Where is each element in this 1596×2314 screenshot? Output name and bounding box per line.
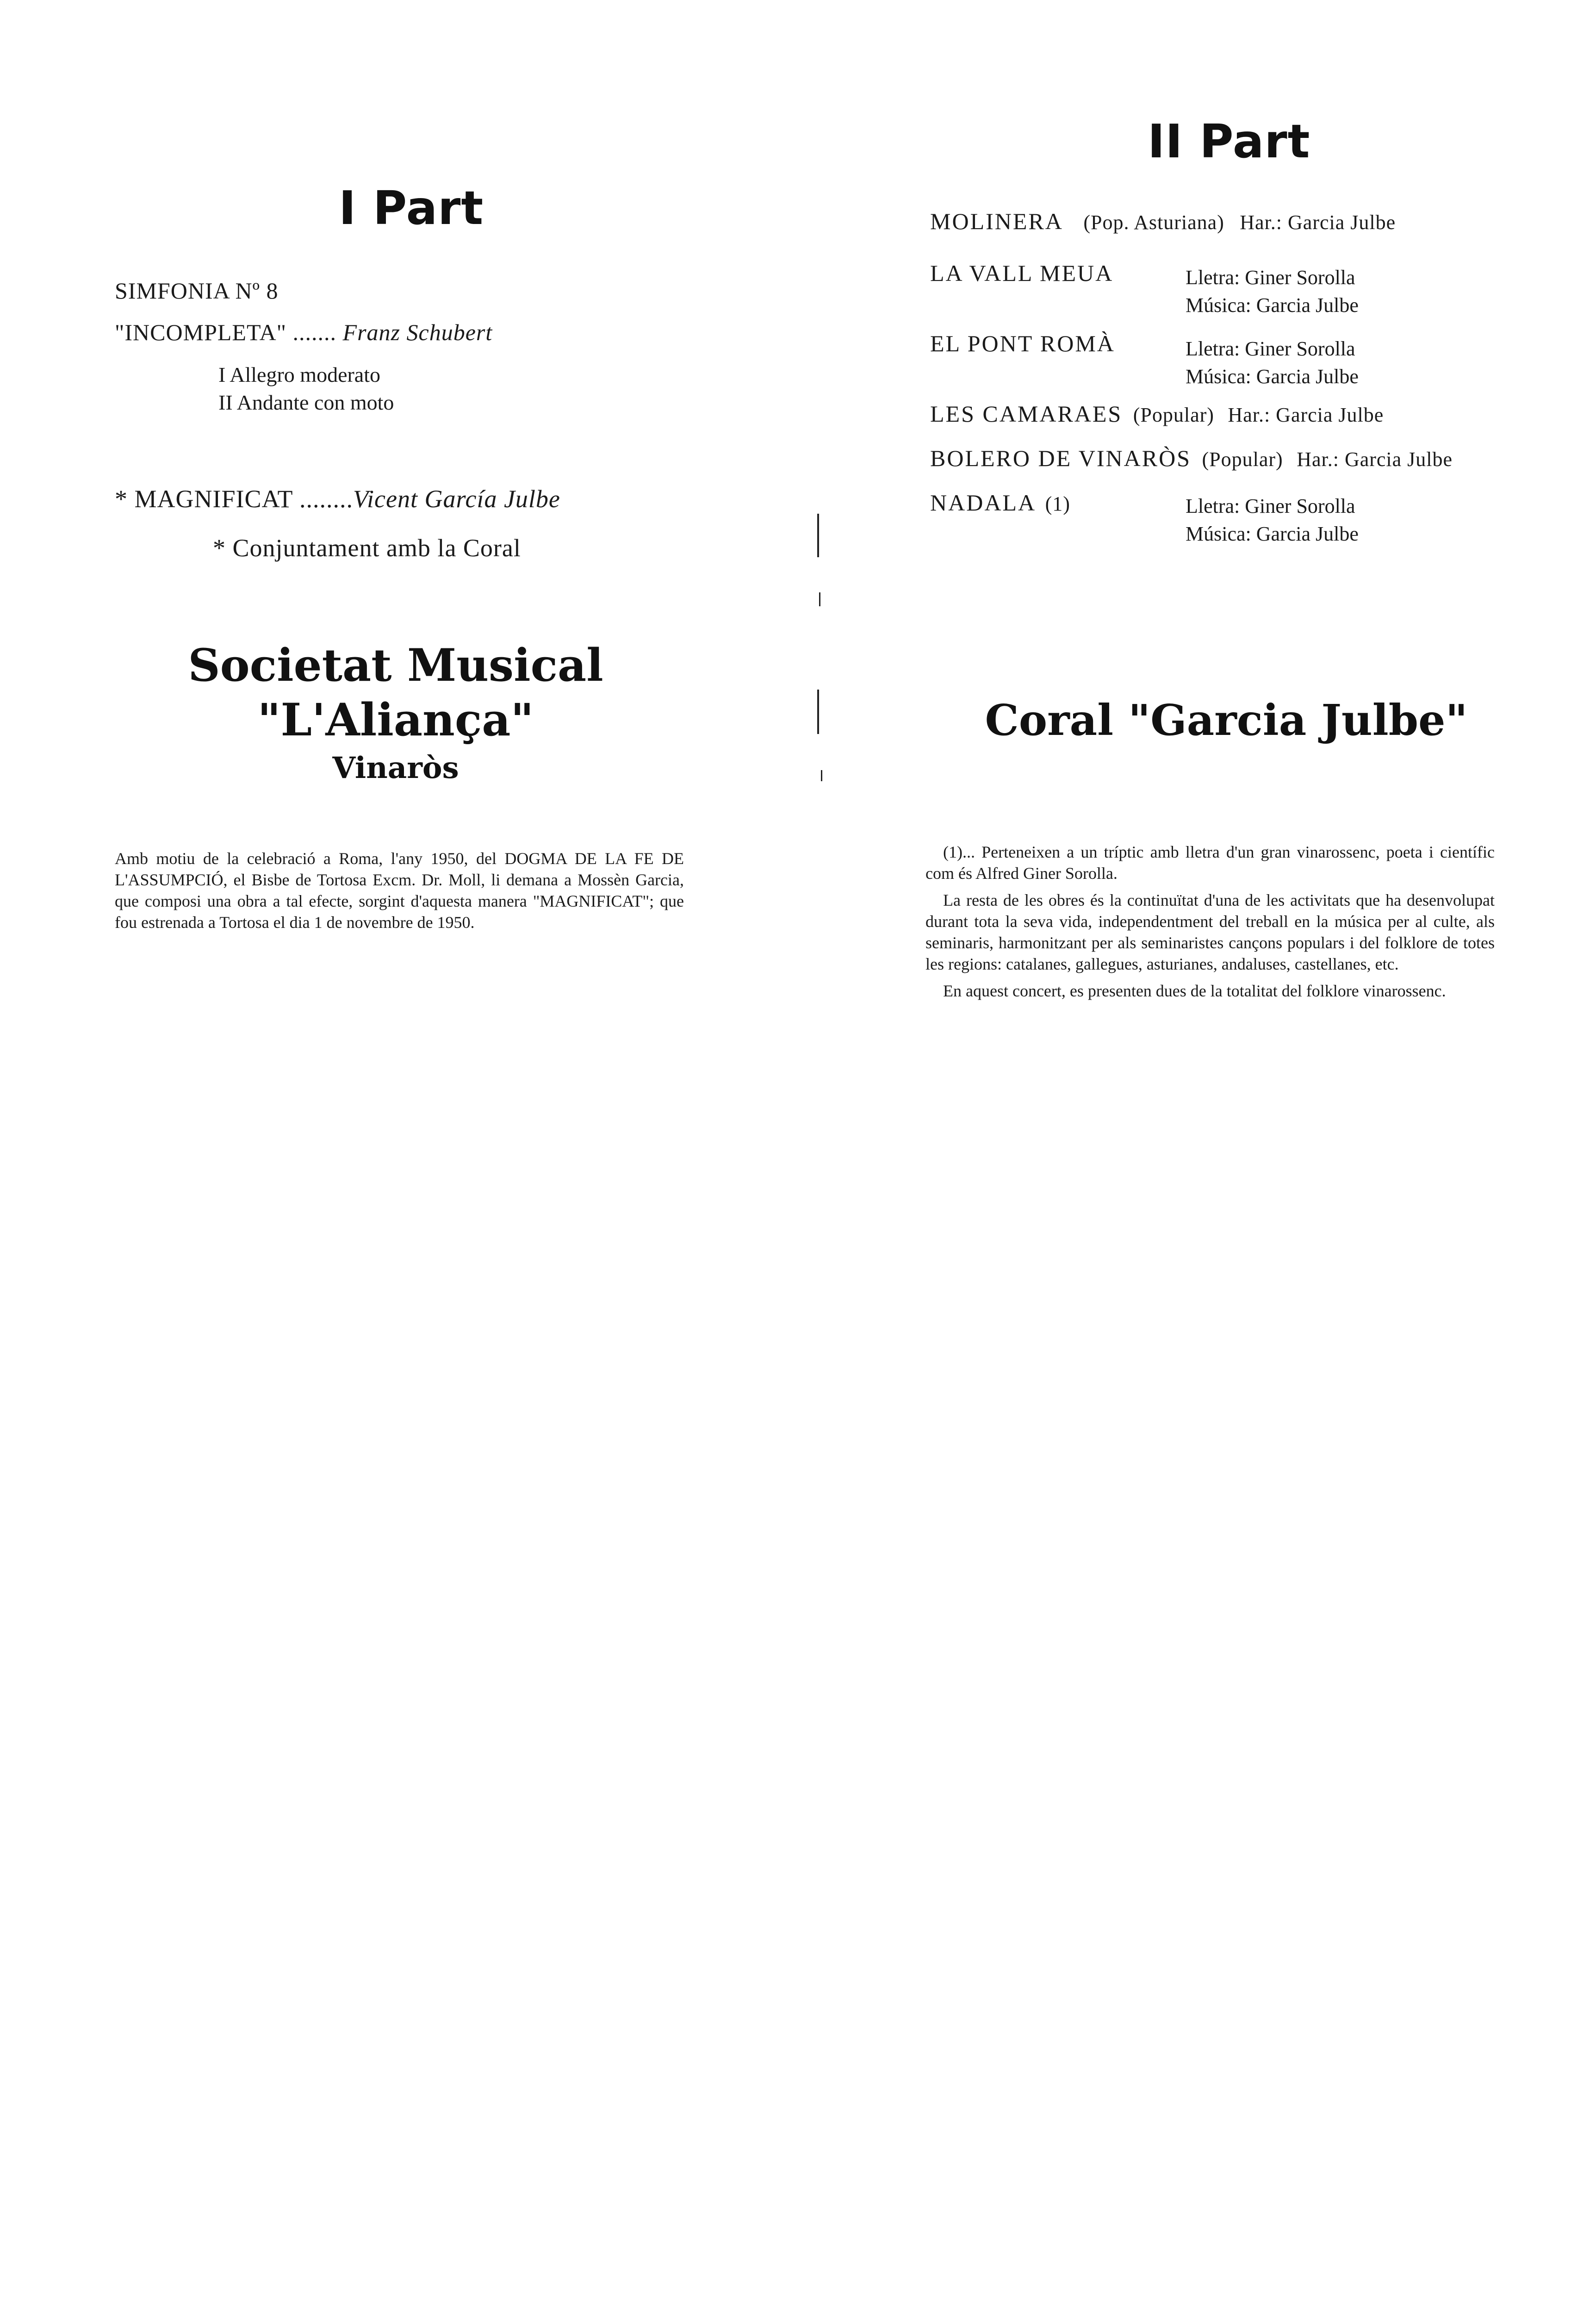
lyrics-credit: Lletra: Giner Sorolla bbox=[1186, 337, 1355, 360]
leader-dots: ........ bbox=[292, 485, 354, 513]
music-credit: Música: Garcia Julbe bbox=[1186, 523, 1359, 545]
symphony-title: "INCOMPLETA" bbox=[115, 319, 287, 345]
org-name-line2: "L'Aliança" bbox=[257, 694, 534, 746]
program-item-molinera bbox=[930, 207, 1396, 235]
item-title-pont: EL PONT ROMÀ bbox=[930, 330, 1115, 356]
lyrics-credit: Lletra: Giner Sorolla bbox=[1186, 495, 1355, 517]
item-title: LES CAMARAES bbox=[930, 401, 1123, 427]
item-title: MOLINERA bbox=[930, 208, 1063, 234]
footnote-paragraph: En aquest concert, es presenten dues de la totalitat del folklore vinarossenc. bbox=[943, 982, 1446, 1000]
gutter-mark bbox=[819, 592, 820, 606]
item-title-vall: LA VALL MEUA bbox=[930, 260, 1114, 286]
gutter-mark bbox=[817, 690, 819, 734]
left-footnote bbox=[115, 848, 684, 933]
program-item-bolero bbox=[930, 444, 1453, 472]
item-origin: (Popular) bbox=[1202, 448, 1283, 471]
item-credit: Har.: Garcia Julbe bbox=[1297, 448, 1453, 471]
org-city: Vinaròs bbox=[332, 751, 459, 785]
music-credit: Música: Garcia Julbe bbox=[1186, 294, 1359, 317]
item-origin: (Pop. Asturiana) bbox=[1083, 211, 1224, 234]
item-origin: (Popular) bbox=[1133, 404, 1214, 426]
item-credits-nadala bbox=[1186, 492, 1359, 548]
org-name-line1: Societat Musical bbox=[188, 639, 603, 691]
magnificat-composer: Vicent García Julbe bbox=[353, 485, 560, 513]
symphony-composer: Franz Schubert bbox=[342, 319, 493, 345]
symphony-line bbox=[115, 318, 492, 346]
footnote-paragraph: (1)... Perteneixen a un tríptic amb lletra d'un gran vinarossenc, poeta i científic com és Alfred Giner Sorolla. bbox=[925, 843, 1495, 883]
footnote-paragraph: La resta de les obres és la continuïtat d'una de les activitats que ha desenvolupat durant tota la seva vida, independentment del treball en la música per al culte, als seminaris, harmonitzant per als seminaristes cançons populars i del folklore de totes les regions: catalanes, gallegues, asturianes, andaluses, castellanes, etc. bbox=[925, 891, 1495, 973]
leader-dots: ....... bbox=[286, 319, 343, 345]
left-organization bbox=[153, 639, 639, 785]
symphony-number: SIMFONIA Nº 8 bbox=[115, 278, 279, 304]
item-credits-pont bbox=[1186, 335, 1359, 391]
program-item-nadala bbox=[930, 489, 1070, 516]
item-credits-vall bbox=[1186, 264, 1359, 319]
movement-list bbox=[218, 361, 394, 417]
gutter-mark bbox=[821, 770, 822, 781]
right-organization: Coral "Garcia Julbe" bbox=[985, 695, 1468, 745]
item-title: NADALA bbox=[930, 490, 1037, 516]
magnificat-line bbox=[115, 484, 560, 514]
part-one-title: I Part bbox=[339, 181, 484, 235]
movement-item: I Allegro moderato bbox=[218, 363, 381, 386]
magnificat-title: * MAGNIFICAT bbox=[115, 485, 293, 513]
music-credit: Música: Garcia Julbe bbox=[1186, 365, 1359, 388]
item-credit: Har.: Garcia Julbe bbox=[1228, 404, 1384, 426]
magnificat-note: * Conjuntament amb la Coral bbox=[213, 534, 521, 562]
movement-item: II Andante con moto bbox=[218, 391, 394, 414]
item-credit: Har.: Garcia Julbe bbox=[1240, 211, 1396, 234]
lyrics-credit: Lletra: Giner Sorolla bbox=[1186, 266, 1355, 289]
item-footnote-ref: (1) bbox=[1045, 492, 1070, 515]
part-two-title: II Part bbox=[1148, 114, 1310, 168]
item-title: BOLERO DE VINARÒS bbox=[930, 445, 1191, 471]
gutter-mark bbox=[817, 514, 819, 557]
right-footnote bbox=[925, 841, 1495, 1001]
program-item-camaraes bbox=[930, 400, 1384, 428]
left-footnote-text: Amb motiu de la celebració a Roma, l'any 1950, del DOGMA DE LA FE DE L'ASSUMPCIÓ, el Bisbe de Tortosa Excm. Dr. Moll, li demana a Mossèn Garcia, que composi una obra a tal efecte, sorgint d'aquesta manera "MAGNIFICAT"; que fou estrenada a Tortosa el dia 1 de novembre de 1950. bbox=[115, 849, 684, 932]
